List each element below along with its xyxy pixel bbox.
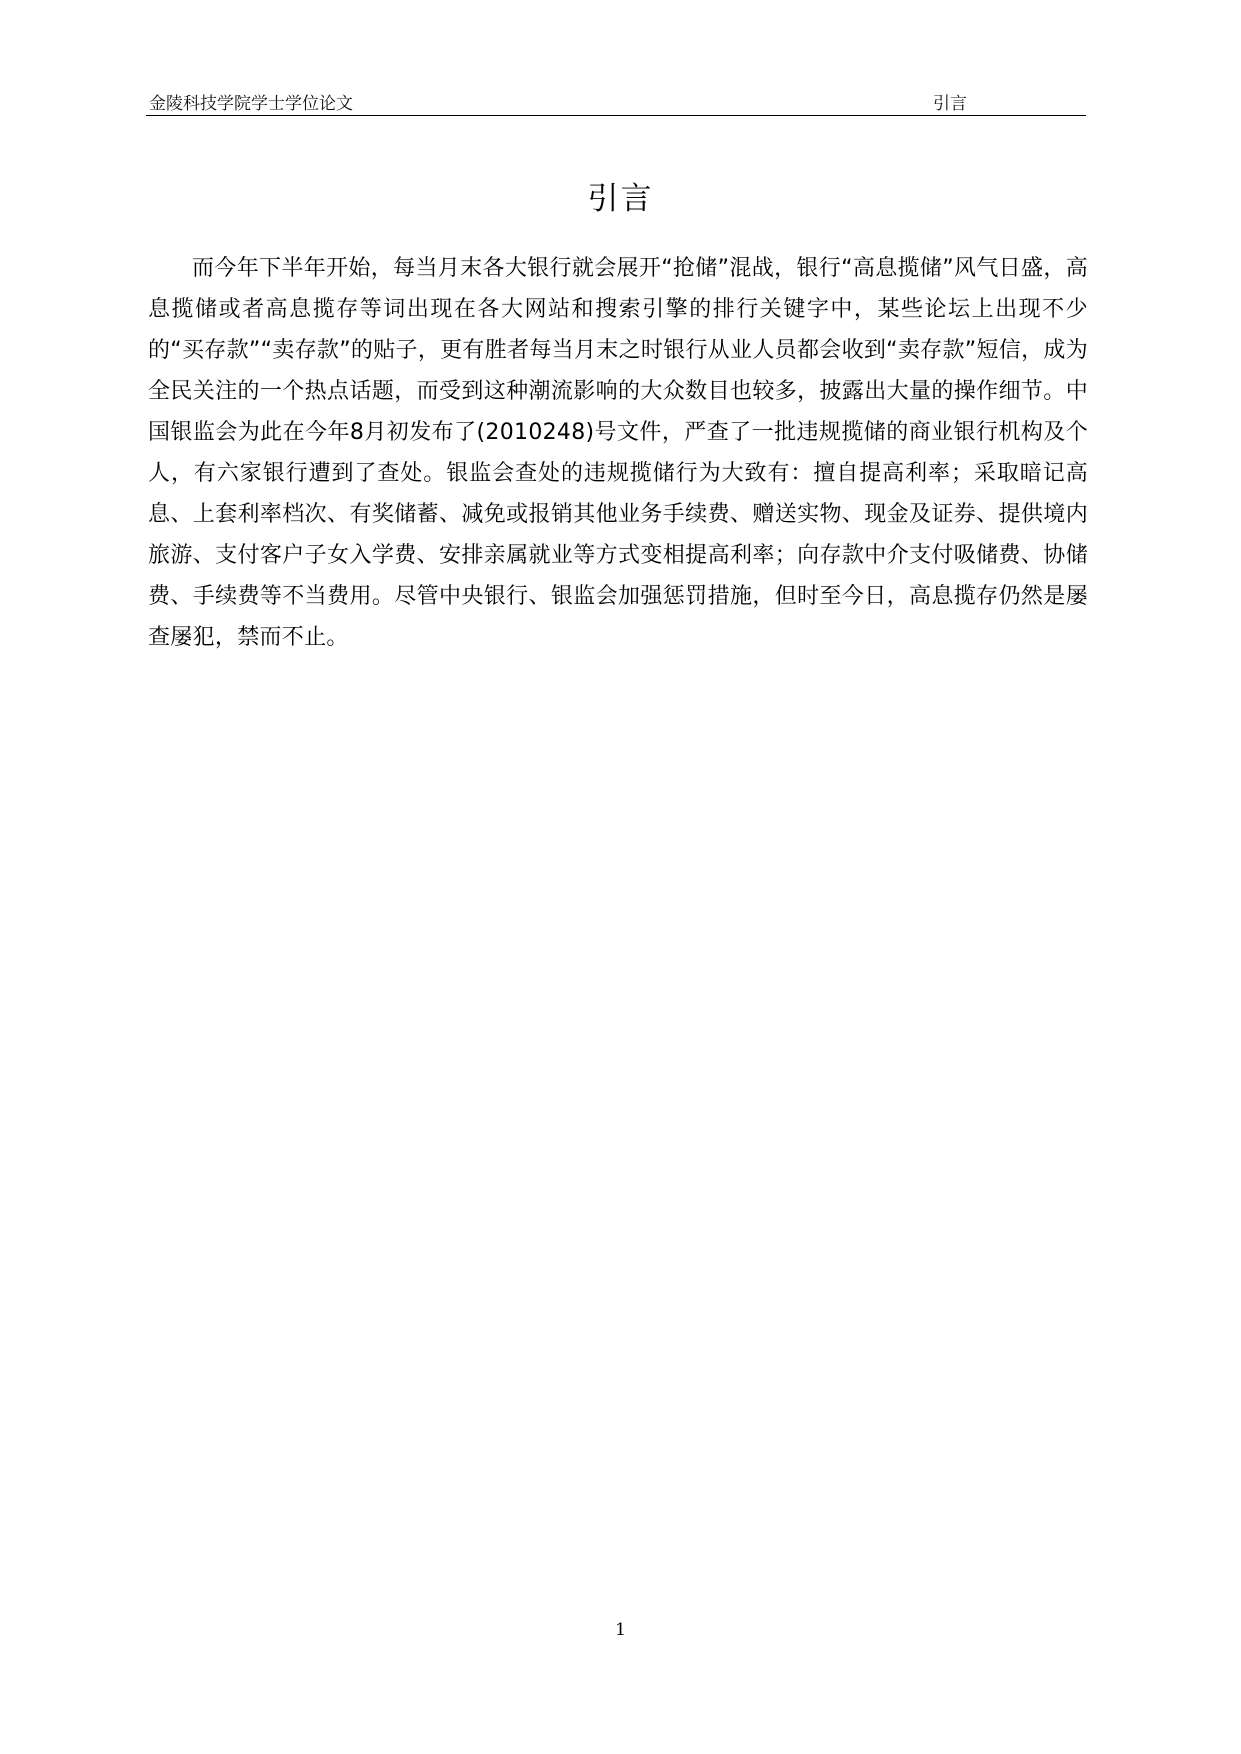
header-thesis-title: 金陵科技学院学士学位论文 (149, 94, 353, 114)
running-header (146, 87, 1086, 116)
section-title: 引言 (587, 181, 654, 217)
page-number: 1 (615, 1620, 626, 1640)
header-chapter-name: 引言 (933, 94, 967, 114)
body-paragraph: 而今年下半年开始，每当月末各大银行就会展开“抢储”混战，银行“高息揽储”风气日盛，高息揽储或者高息揽存等词出现在各大网站和搜索引擎的排行关键字中，某些论坛上出现不少的“买存款”“卖存款”的贴子，更有胜者每当月末之时银行从业人员都会收到“卖存款”短信，成为全民关注的一个热点话题，而受到这种潮流影响的大众数目也较多，披露出大量的操作细节。中国银监会为此在今年8月初发布了(2010248)号文件，严查了一批违规揽储的商业银行机构及个人，有六家银行遭到了查处。银监会查处的违规揽储行为大致有：擅自提高利率；采取暗记高息、上套利率档次、有奖储蓄、减免或报销其他业务手续费、赠送实物、现金及证券、提供境内旅游、支付客户子女入学费、安排亲属就业等方式变相提高利率；向存款中介支付吸储费、协储费、手续费等不当费用。尽管中央银行、银监会加强惩罚措施，但时至今日，高息揽存仍然是屡查屡犯，禁而不止。 (148, 256, 1088, 650)
